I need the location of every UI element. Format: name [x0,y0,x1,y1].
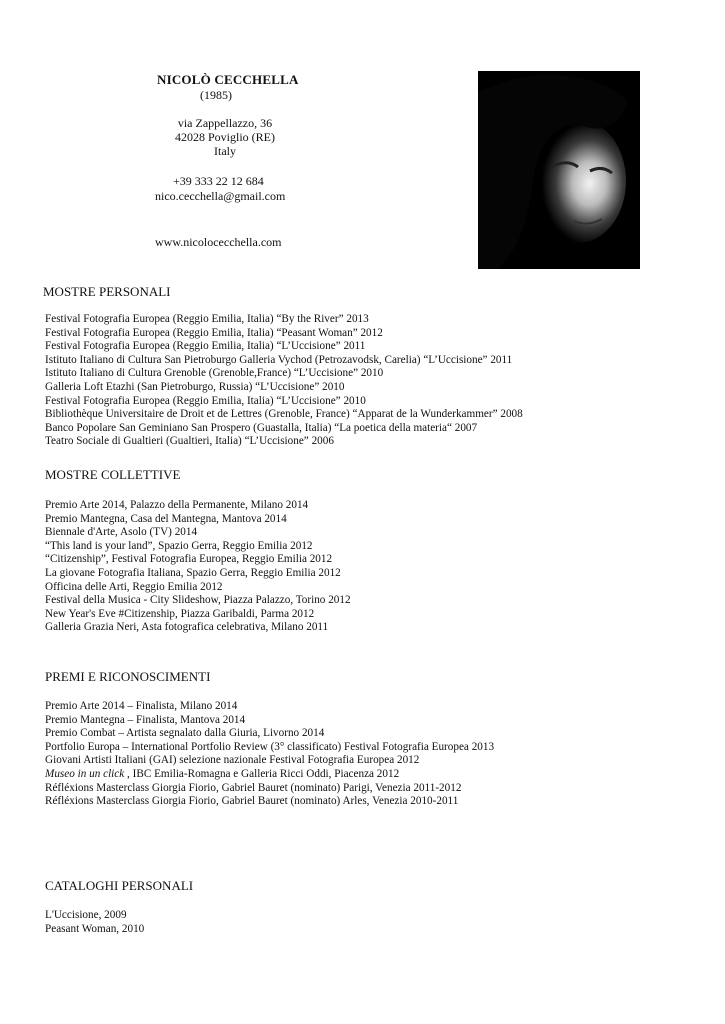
list-item: “Citizenship”, Festival Fotografia Europea, Reggio Emilia 2012 [45,553,333,566]
collective-exhibitions-list [45,499,351,635]
list-item: Bibliothèque Universitaire de Droit et de Lettres (Grenoble, France) “Apparat de la Wunderkammer” 2008 [45,408,523,421]
list-item: Officina delle Arti, Reggio Emilia 2012 [45,580,223,593]
list-item: Banco Popolare San Geminiano San Prospero (Guastalla, Italia) “La poetica della materia“ 2007 [45,421,478,434]
list-item: Portfolio Europa – International Portfolio Review (3° classificato) Festival Fotografia Europea 2013 [45,740,495,753]
list-item: Festival Fotografia Europea (Reggio Emilia, Italia) “L’Uccisione” 2011 [45,340,366,353]
list-item: Istituto Italiano di Cultura San Pietroburgo Galleria Vychod (Petrozavodsk, Carelia) “L’Uccisione” 2011 [45,353,513,366]
list-item: Galleria Grazia Neri, Asta fotografica celebrativa, Milano 2011 [45,621,329,634]
list-item: Réfléxions Masterclass Giorgia Fiorio, Gabriel Bauret (nominato) Arles, Venezia 2010-2011 [45,795,459,808]
list-item: Premio Arte 2014 – Finalista, Milano 2014 [45,700,238,712]
list-item: La giovane Fotografia Italiana, Spazio Gerra, Reggio Emilia 2012 [45,566,341,579]
list-item: Réfléxions Masterclass Giorgia Fiorio, Gabriel Bauret (nominato) Parigi, Venezia 2011-2012 [45,781,462,794]
list-item: Premio Mantegna – Finalista, Mantova 2014 [45,713,246,726]
section-title-personal: MOSTRE PERSONALI [43,284,171,299]
birth-year: (1985) [200,88,232,102]
author-name: NICOLÒ CECCHELLA [157,72,299,87]
section-title-collective: MOSTRE COLLETTIVE [45,467,181,482]
portrait-image [478,71,640,269]
list-item: New Year's Eve #Citizenship, Piazza Garibaldi, Parma 2012 [45,607,315,620]
website-link[interactable]: www.nicolocecchella.com [155,235,282,249]
address-block [160,116,290,158]
list-item: Giovani Artisti Italiani (GAI) selezione nazionale Festival Fotografia Europea 2012 [45,754,420,767]
address-street: via Zappellazzo, 36 [177,116,273,130]
list-item: Peasant Woman, 2010 [45,922,145,935]
section-title-awards: PREMI E RICONOSCIMENTI [45,669,211,684]
portrait-photo [478,71,640,269]
list-item: Istituto Italiano di Cultura Grenoble (Grenoble,France) “L’Uccisione” 2010 [45,367,384,380]
list-item: Premio Arte 2014, Palazzo della Permanente, Milano 2014 [45,499,309,511]
personal-exhibitions-list [45,313,523,449]
list-item: Festival della Musica - City Slideshow, Piazza Palazzo, Torino 2012 [45,594,351,607]
address-city: 42028 Poviglio (RE) [174,130,275,144]
list-item: Festival Fotografia Europea (Reggio Emilia, Italia) “By the River” 2013 [45,313,369,325]
catalogs-list [45,909,144,936]
list-item: Galleria Loft Etazhi (San Pietroburgo, Russia) “L’Uccisione” 2010 [45,380,345,393]
list-item: Premio Combat – Artista segnalato dalla Giuria, Livorno 2014 [45,727,325,740]
awards-list [45,700,494,809]
email-address[interactable]: nico.cecchella@gmail.com [155,189,286,203]
address-country: Italy [214,144,236,158]
museo-italic-title: Museo in un click [45,767,125,780]
list-item: Biennale d'Arte, Asolo (TV) 2014 [45,526,198,539]
list-item: Festival Fotografia Europea (Reggio Emilia, Italia) “L’Uccisione” 2010 [45,394,366,407]
section-title-catalogs: CATALOGHI PERSONALI [45,878,194,893]
list-item [45,768,494,782]
list-item: Premio Mantegna, Casa del Mantegna, Mantova 2014 [45,512,287,525]
list-item: L'Uccisione, 2009 [45,909,127,921]
list-item: “This land is your land”, Spazio Gerra, Reggio Emilia 2012 [45,539,313,552]
museo-rest: , IBC Emilia-Romagna e Galleria Ricci Oddi, Piacenza 2012 [124,767,400,780]
phone-number: +39 333 22 12 684 [173,174,264,188]
list-item: Festival Fotografia Europea (Reggio Emilia, Italia) “Peasant Woman” 2012 [45,326,383,339]
list-item: Teatro Sociale di Gualtieri (Gualtieri, Italia) “L’Uccisione” 2006 [45,435,334,448]
